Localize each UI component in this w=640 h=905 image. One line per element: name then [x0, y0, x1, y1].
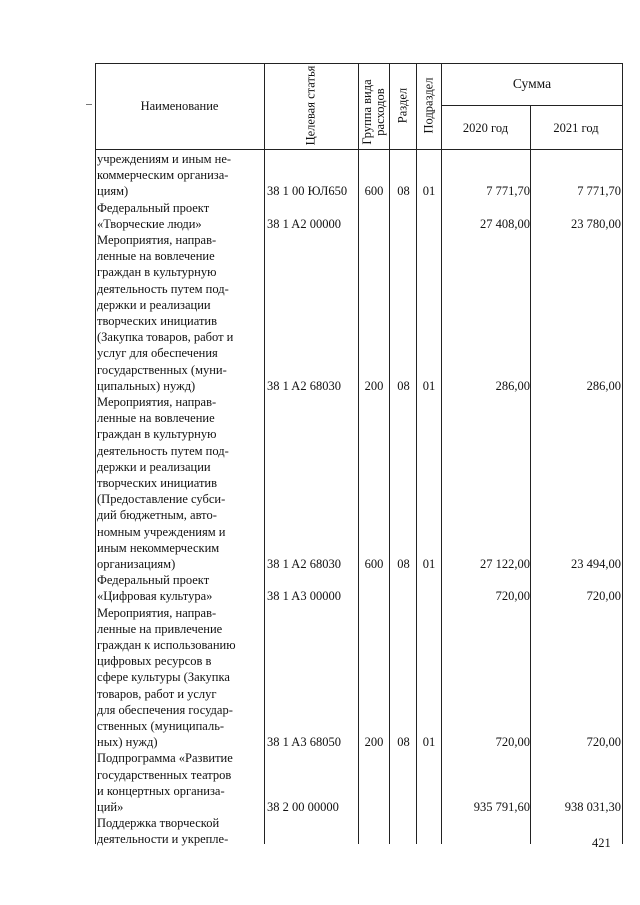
row-sum-2020: 286,00 — [495, 378, 530, 393]
row-name-line: услуг для обеспечения — [97, 346, 218, 361]
row-subsection: 01 — [422, 735, 436, 750]
header-subsection: Подраздел — [421, 77, 436, 134]
row-target-code: 38 1 A2 68030 — [267, 557, 341, 571]
budget-table — [95, 63, 623, 847]
row-name-line: граждан в культурную — [97, 427, 217, 442]
row-name-line: Поддержка творческой — [97, 816, 220, 831]
row-sum-2021: 720,00 — [586, 589, 621, 604]
row-section: 08 — [397, 378, 410, 393]
row-target-code: 38 1 00 ЮЛ650 — [267, 184, 348, 199]
row-target-code: 38 2 00 00000 — [267, 800, 339, 814]
row-subsection: 01 — [422, 557, 436, 571]
row-name — [97, 750, 261, 815]
row-name-line: Мероприятия, направ- — [97, 395, 217, 409]
header-year-2021: 2021 год — [553, 121, 599, 135]
row-name-line: организациям) — [97, 557, 176, 572]
row-name-line: ций» — [97, 800, 124, 814]
row-name — [97, 815, 261, 847]
margin-mark — [86, 104, 92, 105]
row-name-line: коммерческим организа- — [97, 168, 229, 183]
row-name-line: Федеральный проект — [97, 573, 210, 588]
header-sum: Сумма — [512, 76, 552, 91]
row-name-line: для обеспечения государ- — [97, 702, 233, 717]
row-name-line: деятельность путем под- — [97, 281, 229, 296]
row-subsection: 01 — [422, 184, 436, 199]
row-name-line: Мероприятия, направ- — [97, 605, 217, 620]
row-name-line: граждан к использованию — [97, 638, 236, 652]
table-border-left — [95, 63, 96, 844]
row-sum-2021: 23 780,00 — [571, 216, 621, 231]
row-group: 600 — [364, 557, 384, 571]
row-sum-2020: 720,00 — [495, 589, 530, 604]
row-subsection: 01 — [422, 378, 436, 393]
row-name-line: цифровых ресурсов в — [97, 654, 212, 669]
header-group: Группа вида расходов — [360, 79, 387, 145]
row-sum-2020: 27 122,00 — [480, 557, 530, 571]
row-name-line: деятельность путем под- — [97, 443, 229, 458]
row-name-line: ственных (муниципаль- — [97, 719, 225, 734]
row-target-code: 38 1 A3 68050 — [267, 735, 341, 750]
row-sum-2021: 23 494,00 — [571, 557, 621, 571]
row-name-line: ленные на вовлечение — [97, 411, 215, 426]
row-name-line: (Предоставление субси- — [97, 492, 226, 507]
header-section: Раздел — [395, 87, 410, 124]
row-name-line: ных) нужд) — [97, 735, 158, 750]
header-name: Наименование — [140, 99, 219, 113]
row-name — [97, 394, 261, 572]
row-name-line: ленные на вовлечение — [97, 249, 215, 264]
row-name-line: государственных театров — [97, 767, 232, 782]
row-name-line: (Закупка товаров, работ и — [97, 330, 234, 345]
row-name-line: творческих инициатив — [97, 314, 218, 329]
row-sum-2020: 27 408,00 — [480, 216, 530, 231]
row-sum-2020: 720,00 — [495, 735, 530, 750]
column-divider — [358, 63, 359, 844]
row-name-line: «Цифровая культура» — [97, 589, 213, 604]
row-name — [97, 605, 261, 751]
row-group: 600 — [364, 184, 384, 199]
row-sum-2021: 7 771,70 — [577, 184, 621, 199]
header-target: Целевая статья — [303, 65, 318, 146]
row-name-line: «Творческие люди» — [97, 216, 202, 231]
row-name-line: номным учреждениям и — [97, 524, 226, 539]
row-group: 200 — [364, 735, 384, 750]
row-name-line: иным некоммерческим — [97, 540, 220, 555]
table-border-right — [622, 63, 623, 844]
column-divider — [389, 63, 390, 844]
table-border-top — [95, 63, 623, 64]
row-name-line: товаров, работ и услуг — [97, 686, 217, 701]
row-section: 08 — [397, 735, 410, 750]
header-divider — [441, 105, 623, 106]
row-group: 200 — [364, 378, 384, 393]
row-name-line: государственных (муни- — [97, 362, 227, 377]
row-name — [97, 200, 261, 232]
row-name — [97, 572, 261, 604]
column-divider — [441, 63, 442, 844]
row-name-line: деятельности и укрепле- — [97, 832, 229, 847]
header-bottom-rule — [95, 149, 623, 150]
row-target-code: 38 1 A2 00000 — [267, 216, 341, 231]
row-name-line: держки и реализации — [97, 297, 211, 312]
row-sum-2021: 938 031,30 — [564, 800, 621, 814]
row-name-line: Подпрограмма «Развитие — [97, 751, 233, 766]
row-name-line: творческих инициатив — [97, 476, 218, 491]
row-name-line: ленные на привлечение — [97, 621, 223, 636]
row-name-line: держки и реализации — [97, 459, 211, 474]
page-number: 421 — [592, 836, 611, 850]
row-name-line: Федеральный проект — [97, 200, 210, 215]
row-name-line: ципальных) нужд) — [97, 378, 196, 393]
row-sum-2020: 935 791,60 — [473, 800, 530, 814]
row-name-line: граждан в культурную — [97, 265, 217, 280]
row-sum-2021: 720,00 — [586, 735, 621, 750]
row-name-line: циям) — [97, 184, 129, 199]
row-name-line: дий бюджетным, авто- — [97, 508, 217, 523]
row-name-line: Мероприятия, направ- — [97, 233, 217, 247]
row-name-line: сфере культуры (Закупка — [97, 670, 230, 685]
row-sum-2020: 7 771,70 — [486, 184, 530, 199]
row-target-code: 38 1 A3 00000 — [267, 589, 341, 604]
row-name-line: учреждениям и иным не- — [97, 152, 232, 166]
column-divider — [264, 63, 265, 844]
header-year-2020: 2020 год — [462, 121, 509, 135]
row-name — [97, 232, 261, 394]
row-target-code: 38 1 A2 68030 — [267, 378, 341, 393]
row-section: 08 — [397, 557, 410, 571]
row-name-line: и концертных организа- — [97, 783, 225, 798]
row-name — [97, 151, 261, 200]
column-divider — [416, 63, 417, 844]
row-section: 08 — [397, 184, 410, 199]
row-sum-2021: 286,00 — [586, 378, 621, 393]
